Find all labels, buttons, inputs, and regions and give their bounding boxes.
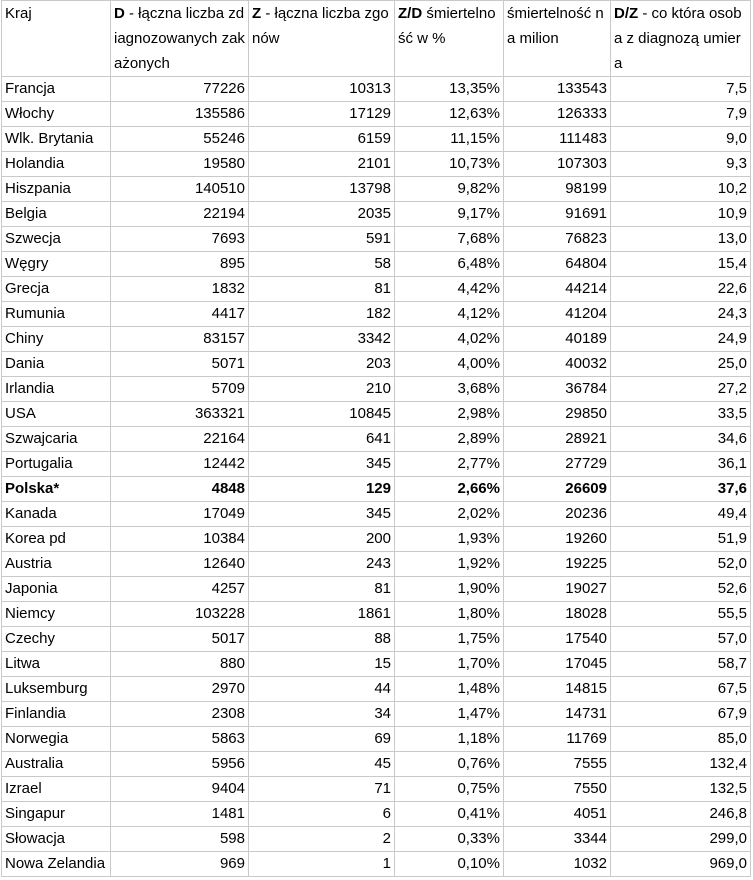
cell-dz[interactable]: 24,9 — [611, 327, 751, 352]
cell-kraj[interactable]: Belgia — [2, 202, 111, 227]
header-per-million[interactable] — [504, 1, 611, 77]
header-zd[interactable] — [395, 1, 504, 77]
cell-zd[interactable]: 2,89% — [395, 427, 504, 452]
cell-kraj[interactable]: Słowacja — [2, 827, 111, 852]
header-kraj[interactable] — [2, 1, 111, 77]
cell-zd[interactable]: 1,70% — [395, 652, 504, 677]
table-row — [2, 327, 751, 352]
cell-kraj[interactable]: USA — [2, 402, 111, 427]
table-row — [2, 802, 751, 827]
cell-per-million[interactable]: 17540 — [504, 627, 611, 652]
cell-d[interactable]: 17049 — [111, 502, 249, 527]
cell-per-million[interactable]: 28921 — [504, 427, 611, 452]
cell-kraj[interactable]: Hiszpania — [2, 177, 111, 202]
cell-d[interactable]: 880 — [111, 652, 249, 677]
cell-z[interactable]: 69 — [249, 727, 395, 752]
cell-per-million[interactable]: 29850 — [504, 402, 611, 427]
cell-kraj[interactable]: Kanada — [2, 502, 111, 527]
cell-kraj[interactable]: Włochy — [2, 102, 111, 127]
table-row — [2, 502, 751, 527]
table-row — [2, 152, 751, 177]
cell-per-million[interactable]: 40032 — [504, 352, 611, 377]
cell-zd[interactable]: 3,68% — [395, 377, 504, 402]
cell-kraj[interactable]: Niemcy — [2, 602, 111, 627]
cell-z[interactable]: 200 — [249, 527, 395, 552]
cell-per-million[interactable]: 20236 — [504, 502, 611, 527]
cell-per-million[interactable]: 19027 — [504, 577, 611, 602]
cell-d[interactable]: 135586 — [111, 102, 249, 127]
cell-kraj[interactable]: Czechy — [2, 627, 111, 652]
cell-zd[interactable]: 9,17% — [395, 202, 504, 227]
cell-per-million[interactable]: 3344 — [504, 827, 611, 852]
cell-kraj[interactable]: Australia — [2, 752, 111, 777]
cell-per-million[interactable]: 126333 — [504, 102, 611, 127]
cell-d[interactable]: 9404 — [111, 777, 249, 802]
cell-z[interactable]: 2 — [249, 827, 395, 852]
table-row — [2, 727, 751, 752]
cell-per-million[interactable]: 14731 — [504, 702, 611, 727]
table-row — [2, 177, 751, 202]
cell-zd[interactable]: 13,35% — [395, 77, 504, 102]
cell-z[interactable]: 1861 — [249, 602, 395, 627]
header-dz[interactable] — [611, 1, 751, 77]
cell-z[interactable]: 10845 — [249, 402, 395, 427]
cell-z[interactable]: 210 — [249, 377, 395, 402]
cell-per-million[interactable]: 36784 — [504, 377, 611, 402]
cell-z[interactable]: 10313 — [249, 77, 395, 102]
cell-dz[interactable]: 299,0 — [611, 827, 751, 852]
cell-kraj[interactable]: Izrael — [2, 777, 111, 802]
table-row — [2, 77, 751, 102]
cell-zd[interactable]: 1,48% — [395, 677, 504, 702]
table-row — [2, 552, 751, 577]
table-row — [2, 752, 751, 777]
cell-dz[interactable]: 246,8 — [611, 802, 751, 827]
cell-d[interactable]: 2970 — [111, 677, 249, 702]
cell-per-million[interactable]: 76823 — [504, 227, 611, 252]
cell-per-million[interactable]: 1032 — [504, 852, 611, 877]
cell-d[interactable]: 969 — [111, 852, 249, 877]
table-row — [2, 352, 751, 377]
cell-per-million[interactable]: 19225 — [504, 552, 611, 577]
header-dz-key: D/Z — [614, 5, 639, 22]
cell-per-million[interactable]: 91691 — [504, 202, 611, 227]
header-dz-label: - co która osoba z diagnozą umiera — [614, 5, 742, 72]
cell-kraj[interactable]: Rumunia — [2, 302, 111, 327]
cell-d[interactable]: 5863 — [111, 727, 249, 752]
cell-per-million[interactable]: 64804 — [504, 252, 611, 277]
cell-d[interactable]: 1832 — [111, 277, 249, 302]
cell-dz[interactable]: 22,6 — [611, 277, 751, 302]
cell-z[interactable]: 81 — [249, 577, 395, 602]
table-row — [2, 652, 751, 677]
cell-per-million[interactable]: 27729 — [504, 452, 611, 477]
header-z[interactable] — [249, 1, 395, 77]
cell-d[interactable]: 4848 — [111, 477, 249, 502]
cell-dz[interactable]: 67,9 — [611, 702, 751, 727]
cell-zd[interactable]: 6,48% — [395, 252, 504, 277]
cell-kraj[interactable]: Luksemburg — [2, 677, 111, 702]
cell-dz[interactable]: 57,0 — [611, 627, 751, 652]
cell-per-million[interactable]: 107303 — [504, 152, 611, 177]
cell-zd[interactable]: 4,42% — [395, 277, 504, 302]
cell-z[interactable]: 13798 — [249, 177, 395, 202]
cell-kraj[interactable]: Singapur — [2, 802, 111, 827]
cell-dz[interactable]: 36,1 — [611, 452, 751, 477]
cell-dz[interactable]: 24,3 — [611, 302, 751, 327]
table-header — [2, 1, 751, 77]
cell-d[interactable]: 4417 — [111, 302, 249, 327]
cell-zd[interactable]: 1,75% — [395, 627, 504, 652]
cell-kraj[interactable]: Litwa — [2, 652, 111, 677]
cell-d[interactable]: 140510 — [111, 177, 249, 202]
cell-per-million[interactable]: 18028 — [504, 602, 611, 627]
cell-z[interactable]: 2101 — [249, 152, 395, 177]
table-body — [2, 77, 751, 877]
cell-dz[interactable]: 52,0 — [611, 552, 751, 577]
cell-zd[interactable]: 10,73% — [395, 152, 504, 177]
cell-kraj[interactable]: Irlandia — [2, 377, 111, 402]
cell-per-million[interactable]: 40189 — [504, 327, 611, 352]
cell-dz[interactable]: 10,9 — [611, 202, 751, 227]
cell-dz[interactable]: 33,5 — [611, 402, 751, 427]
cell-z[interactable]: 1 — [249, 852, 395, 877]
cell-kraj[interactable]: Korea pd — [2, 527, 111, 552]
cell-z[interactable]: 6 — [249, 802, 395, 827]
cell-kraj[interactable]: Norwegia — [2, 727, 111, 752]
cell-dz[interactable]: 58,7 — [611, 652, 751, 677]
table-row — [2, 302, 751, 327]
cell-zd[interactable]: 2,66% — [395, 477, 504, 502]
table-row — [2, 527, 751, 552]
cell-z[interactable]: 345 — [249, 502, 395, 527]
cell-zd[interactable]: 0,75% — [395, 777, 504, 802]
cell-per-million[interactable]: 4051 — [504, 802, 611, 827]
cell-dz[interactable]: 51,9 — [611, 527, 751, 552]
header-per-million-label: śmiertelność na milion — [507, 5, 604, 47]
cell-d[interactable]: 5017 — [111, 627, 249, 652]
cell-zd[interactable]: 2,02% — [395, 502, 504, 527]
header-zd-label: śmiertelność w % — [398, 5, 496, 47]
cell-dz[interactable]: 7,9 — [611, 102, 751, 127]
cell-per-million[interactable]: 19260 — [504, 527, 611, 552]
cell-d[interactable]: 598 — [111, 827, 249, 852]
table-row — [2, 427, 751, 452]
covid-statistics-table — [1, 0, 751, 877]
cell-per-million[interactable]: 98199 — [504, 177, 611, 202]
cell-d[interactable]: 77226 — [111, 77, 249, 102]
cell-d[interactable]: 83157 — [111, 327, 249, 352]
cell-z[interactable]: 34 — [249, 702, 395, 727]
cell-kraj[interactable]: Portugalia — [2, 452, 111, 477]
cell-d[interactable]: 5071 — [111, 352, 249, 377]
cell-kraj[interactable]: Finlandia — [2, 702, 111, 727]
header-z-key: Z — [252, 5, 262, 22]
cell-d[interactable]: 5956 — [111, 752, 249, 777]
cell-zd[interactable]: 1,80% — [395, 602, 504, 627]
cell-d[interactable]: 5709 — [111, 377, 249, 402]
cell-kraj[interactable]: Szwecja — [2, 227, 111, 252]
cell-zd[interactable]: 12,63% — [395, 102, 504, 127]
cell-per-million[interactable]: 7555 — [504, 752, 611, 777]
cell-d[interactable]: 363321 — [111, 402, 249, 427]
table-row — [2, 202, 751, 227]
table-row — [2, 127, 751, 152]
cell-dz[interactable]: 34,6 — [611, 427, 751, 452]
cell-per-million[interactable]: 41204 — [504, 302, 611, 327]
cell-kraj[interactable]: Wlk. Brytania — [2, 127, 111, 152]
cell-zd[interactable]: 1,93% — [395, 527, 504, 552]
table-row — [2, 827, 751, 852]
cell-z[interactable]: 81 — [249, 277, 395, 302]
cell-d[interactable]: 895 — [111, 252, 249, 277]
cell-per-million[interactable]: 7550 — [504, 777, 611, 802]
cell-dz[interactable]: 132,4 — [611, 752, 751, 777]
cell-kraj[interactable]: Szwajcaria — [2, 427, 111, 452]
cell-per-million[interactable]: 26609 — [504, 477, 611, 502]
cell-d[interactable]: 22164 — [111, 427, 249, 452]
cell-kraj[interactable]: Nowa Zelandia — [2, 852, 111, 877]
cell-zd[interactable]: 0,10% — [395, 852, 504, 877]
cell-zd[interactable]: 2,98% — [395, 402, 504, 427]
cell-z[interactable]: 182 — [249, 302, 395, 327]
table-row — [2, 702, 751, 727]
cell-z[interactable]: 71 — [249, 777, 395, 802]
cell-kraj[interactable]: Holandia — [2, 152, 111, 177]
header-d-key: D — [114, 5, 125, 22]
cell-zd[interactable]: 7,68% — [395, 227, 504, 252]
cell-zd[interactable]: 4,02% — [395, 327, 504, 352]
table-row — [2, 577, 751, 602]
cell-d[interactable]: 12640 — [111, 552, 249, 577]
header-kraj-label: Kraj — [5, 5, 32, 22]
cell-per-million[interactable]: 111483 — [504, 127, 611, 152]
cell-z[interactable]: 243 — [249, 552, 395, 577]
cell-z[interactable]: 3342 — [249, 327, 395, 352]
table-row — [2, 102, 751, 127]
cell-dz[interactable]: 132,5 — [611, 777, 751, 802]
cell-d[interactable]: 1481 — [111, 802, 249, 827]
table-row — [2, 377, 751, 402]
cell-dz[interactable]: 85,0 — [611, 727, 751, 752]
cell-z[interactable]: 129 — [249, 477, 395, 502]
header-z-label: - łączna liczba zgonów — [252, 5, 389, 47]
table-row — [2, 677, 751, 702]
header-zd-key: Z/D — [398, 5, 423, 22]
cell-zd[interactable]: 9,82% — [395, 177, 504, 202]
table-row — [2, 477, 751, 502]
cell-d[interactable]: 7693 — [111, 227, 249, 252]
cell-d[interactable]: 12442 — [111, 452, 249, 477]
cell-d[interactable]: 55246 — [111, 127, 249, 152]
cell-d[interactable]: 10384 — [111, 527, 249, 552]
cell-kraj[interactable]: Austria — [2, 552, 111, 577]
cell-per-million[interactable]: 133543 — [504, 77, 611, 102]
table-row — [2, 777, 751, 802]
cell-z[interactable]: 17129 — [249, 102, 395, 127]
cell-zd[interactable]: 0,76% — [395, 752, 504, 777]
table-row — [2, 252, 751, 277]
cell-z[interactable]: 58 — [249, 252, 395, 277]
cell-dz[interactable]: 49,4 — [611, 502, 751, 527]
cell-z[interactable]: 45 — [249, 752, 395, 777]
cell-kraj[interactable]: Polska* — [2, 477, 111, 502]
header-d-label: - łączna liczba zdiagnozowanych zakażonych — [114, 5, 245, 72]
header-row — [2, 1, 751, 77]
cell-dz[interactable]: 13,0 — [611, 227, 751, 252]
cell-kraj[interactable]: Dania — [2, 352, 111, 377]
cell-dz[interactable]: 37,6 — [611, 477, 751, 502]
table-row — [2, 852, 751, 877]
cell-d[interactable]: 22194 — [111, 202, 249, 227]
table-row — [2, 602, 751, 627]
cell-z[interactable]: 641 — [249, 427, 395, 452]
header-d[interactable] — [111, 1, 249, 77]
table-row — [2, 227, 751, 252]
cell-d[interactable]: 4257 — [111, 577, 249, 602]
cell-kraj[interactable]: Chiny — [2, 327, 111, 352]
cell-per-million[interactable]: 17045 — [504, 652, 611, 677]
cell-kraj[interactable]: Grecja — [2, 277, 111, 302]
cell-d[interactable]: 103228 — [111, 602, 249, 627]
cell-per-million[interactable]: 14815 — [504, 677, 611, 702]
cell-zd[interactable]: 1,92% — [395, 552, 504, 577]
cell-dz[interactable]: 55,5 — [611, 602, 751, 627]
cell-kraj[interactable]: Japonia — [2, 577, 111, 602]
cell-dz[interactable]: 9,3 — [611, 152, 751, 177]
cell-zd[interactable]: 1,47% — [395, 702, 504, 727]
cell-per-million[interactable]: 44214 — [504, 277, 611, 302]
cell-zd[interactable]: 1,90% — [395, 577, 504, 602]
cell-dz[interactable]: 67,5 — [611, 677, 751, 702]
cell-zd[interactable]: 4,00% — [395, 352, 504, 377]
table-row — [2, 277, 751, 302]
cell-z[interactable]: 2035 — [249, 202, 395, 227]
cell-z[interactable]: 44 — [249, 677, 395, 702]
cell-z[interactable]: 345 — [249, 452, 395, 477]
table-row — [2, 452, 751, 477]
cell-z[interactable]: 88 — [249, 627, 395, 652]
cell-zd[interactable]: 11,15% — [395, 127, 504, 152]
cell-kraj[interactable]: Węgry — [2, 252, 111, 277]
cell-dz[interactable]: 9,0 — [611, 127, 751, 152]
cell-dz[interactable]: 7,5 — [611, 77, 751, 102]
cell-dz[interactable]: 969,0 — [611, 852, 751, 877]
cell-zd[interactable]: 1,18% — [395, 727, 504, 752]
cell-dz[interactable]: 27,2 — [611, 377, 751, 402]
cell-zd[interactable]: 2,77% — [395, 452, 504, 477]
cell-zd[interactable]: 0,33% — [395, 827, 504, 852]
cell-dz[interactable]: 15,4 — [611, 252, 751, 277]
cell-dz[interactable]: 10,2 — [611, 177, 751, 202]
cell-zd[interactable]: 0,41% — [395, 802, 504, 827]
cell-per-million[interactable]: 11769 — [504, 727, 611, 752]
table-row — [2, 627, 751, 652]
cell-dz[interactable]: 25,0 — [611, 352, 751, 377]
cell-z[interactable]: 6159 — [249, 127, 395, 152]
cell-z[interactable]: 203 — [249, 352, 395, 377]
cell-z[interactable]: 591 — [249, 227, 395, 252]
cell-d[interactable]: 19580 — [111, 152, 249, 177]
table-row — [2, 402, 751, 427]
cell-d[interactable]: 2308 — [111, 702, 249, 727]
cell-z[interactable]: 15 — [249, 652, 395, 677]
cell-zd[interactable]: 4,12% — [395, 302, 504, 327]
cell-kraj[interactable]: Francja — [2, 77, 111, 102]
cell-dz[interactable]: 52,6 — [611, 577, 751, 602]
